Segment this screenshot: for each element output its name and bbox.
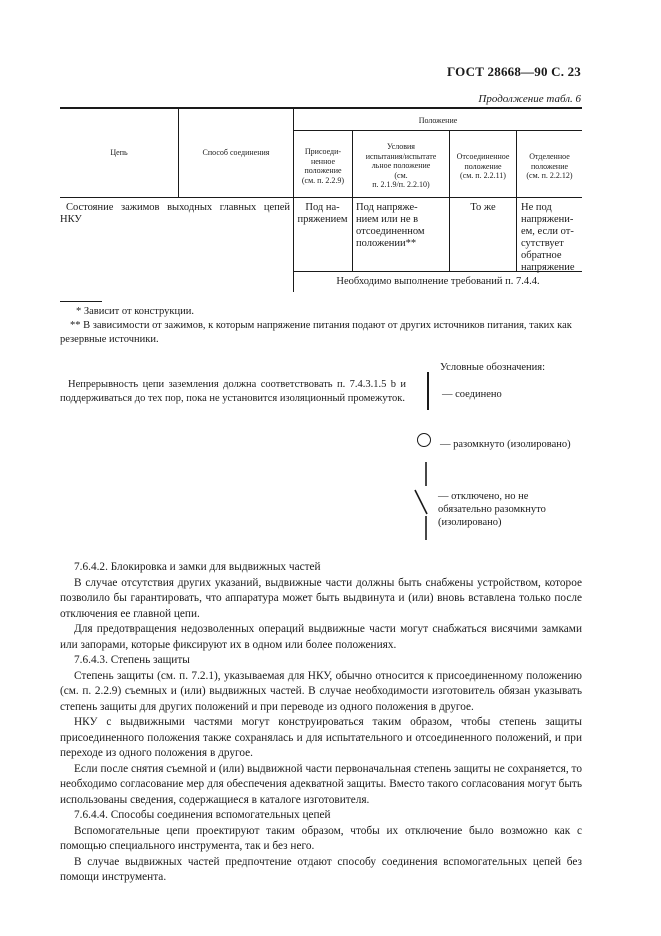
- disconnected-switch-icon: [405, 460, 435, 542]
- isolated-symbol-icon: [417, 433, 431, 447]
- paragraph: НКУ с выдвижными частями могут конструироваться таким образом, чтобы степень защиты присоединенного положения также сохранялась и для испытательного и отсоединенного положений, и при переходе из одного положения в другое.: [60, 716, 582, 759]
- legend-isolated: — разомкнуто (изолировано): [440, 439, 571, 450]
- header-position: Положение: [418, 116, 458, 125]
- table-continuation-label: Продолжение табл. 6: [478, 93, 581, 105]
- legend-disconnected: — отключено, но не обязательно разомкнуто (изолировано): [438, 491, 546, 528]
- table-note: Необходимо выполнение требований п. 7.4.4.: [336, 276, 540, 287]
- section-heading: 7.6.4.2. Блокировка и замки для выдвижных частей: [74, 561, 321, 573]
- paragraph: Если после снятия съемной и (или) выдвижной части первоначальная степень защиты не сохраняется, то необходимо согласование мер для обеспечения адекватной защиты. Вместо такого согласования могут быть использованы сведения, содержащиеся в каталоге изготовителя.: [60, 762, 582, 806]
- legend-connected: — соединено: [442, 389, 502, 400]
- cell-removed: Не под напряжени- ем, если от- сутствует обратное напряжение: [521, 202, 575, 273]
- paragraph: В случае отсутствия других указаний, выдвижные части должны быть снабжены устройством, которое позволило бы гарантировать, что аппаратура может быть выдвинута и (или) вновь вставлена только после отключения ее главной цепи.: [60, 576, 582, 620]
- cell-test: Под напряже- нием или не в отсоединенном положении**: [356, 202, 425, 249]
- section-heading: 7.6.4.3. Степень защиты: [74, 654, 190, 666]
- body-text: [60, 560, 582, 886]
- header-disconnected: Отсоединенное положение (см. п. 2.2.11): [456, 152, 510, 180]
- footnote-1: * Зависит от конструкции.: [76, 306, 194, 317]
- header-circuit: Цепь: [110, 148, 128, 157]
- cell-connected: Под на- пряжением: [297, 202, 348, 225]
- table-col-rule: [293, 107, 294, 292]
- paragraph: Степень защиты (см. п. 7.2.1), указываемая для НКУ, обычно относится к присоединенному положению (см. п. 2.2.9) съемных и (или) выдвижных частей. В случае необходимости изготовитель обязан указывать степень защиты для других положений и при переводе из одного положения в другое.: [60, 669, 582, 713]
- table-subheader-rule: [293, 130, 582, 131]
- cell-circuit: Состояние зажимов выходных главных цепей НКУ: [60, 202, 290, 225]
- page-header: ГОСТ 28668—90 С. 23: [447, 64, 581, 79]
- footnote-rule: [60, 301, 102, 302]
- paragraph: Вспомогательные цепи проектируют таким образом, чтобы их отключение было возможно как с помощью специального инструмента, так и без него.: [60, 824, 582, 852]
- table-header-rule: [60, 197, 582, 198]
- section-heading: 7.6.4.4. Способы соединения вспомогательных цепей: [74, 809, 331, 821]
- header-removed: Отделенное положение (см. п. 2.2.12): [526, 152, 573, 180]
- header-method: Способ соединения: [202, 148, 270, 157]
- header-connected: Присоеди- ненное положение (см. п. 2.2.9): [301, 147, 345, 185]
- header-test: Условия испытания/испытате льное положение (см. п. 2.1.9/п. 2.2.10): [365, 142, 437, 189]
- legend-title: Условные обозначения:: [440, 362, 546, 373]
- continuity-text: Непрерывность цепи заземления должна соответствовать п. 7.4.3.1.5 b и поддерживаться до тех пор, пока не установится изоляционный промежуток.: [60, 379, 406, 404]
- cell-disconnected: То же: [470, 202, 496, 213]
- footnote-2: ** В зависимости от зажимов, к которым напряжение питания подают от других источников питания, таких как резервные источники.: [60, 320, 572, 345]
- paragraph: В случае выдвижных частей предпочтение отдают способу соединения вспомогательных цепей без помощи инструмента.: [60, 855, 582, 883]
- connected-symbol-icon: [427, 372, 429, 410]
- paragraph: Для предотвращения недозволенных операций выдвижные части могут снабжаться висячими замками или запорами, которые фиксируют их в одном или более положениях.: [60, 623, 582, 651]
- table-top-rule: [60, 107, 582, 109]
